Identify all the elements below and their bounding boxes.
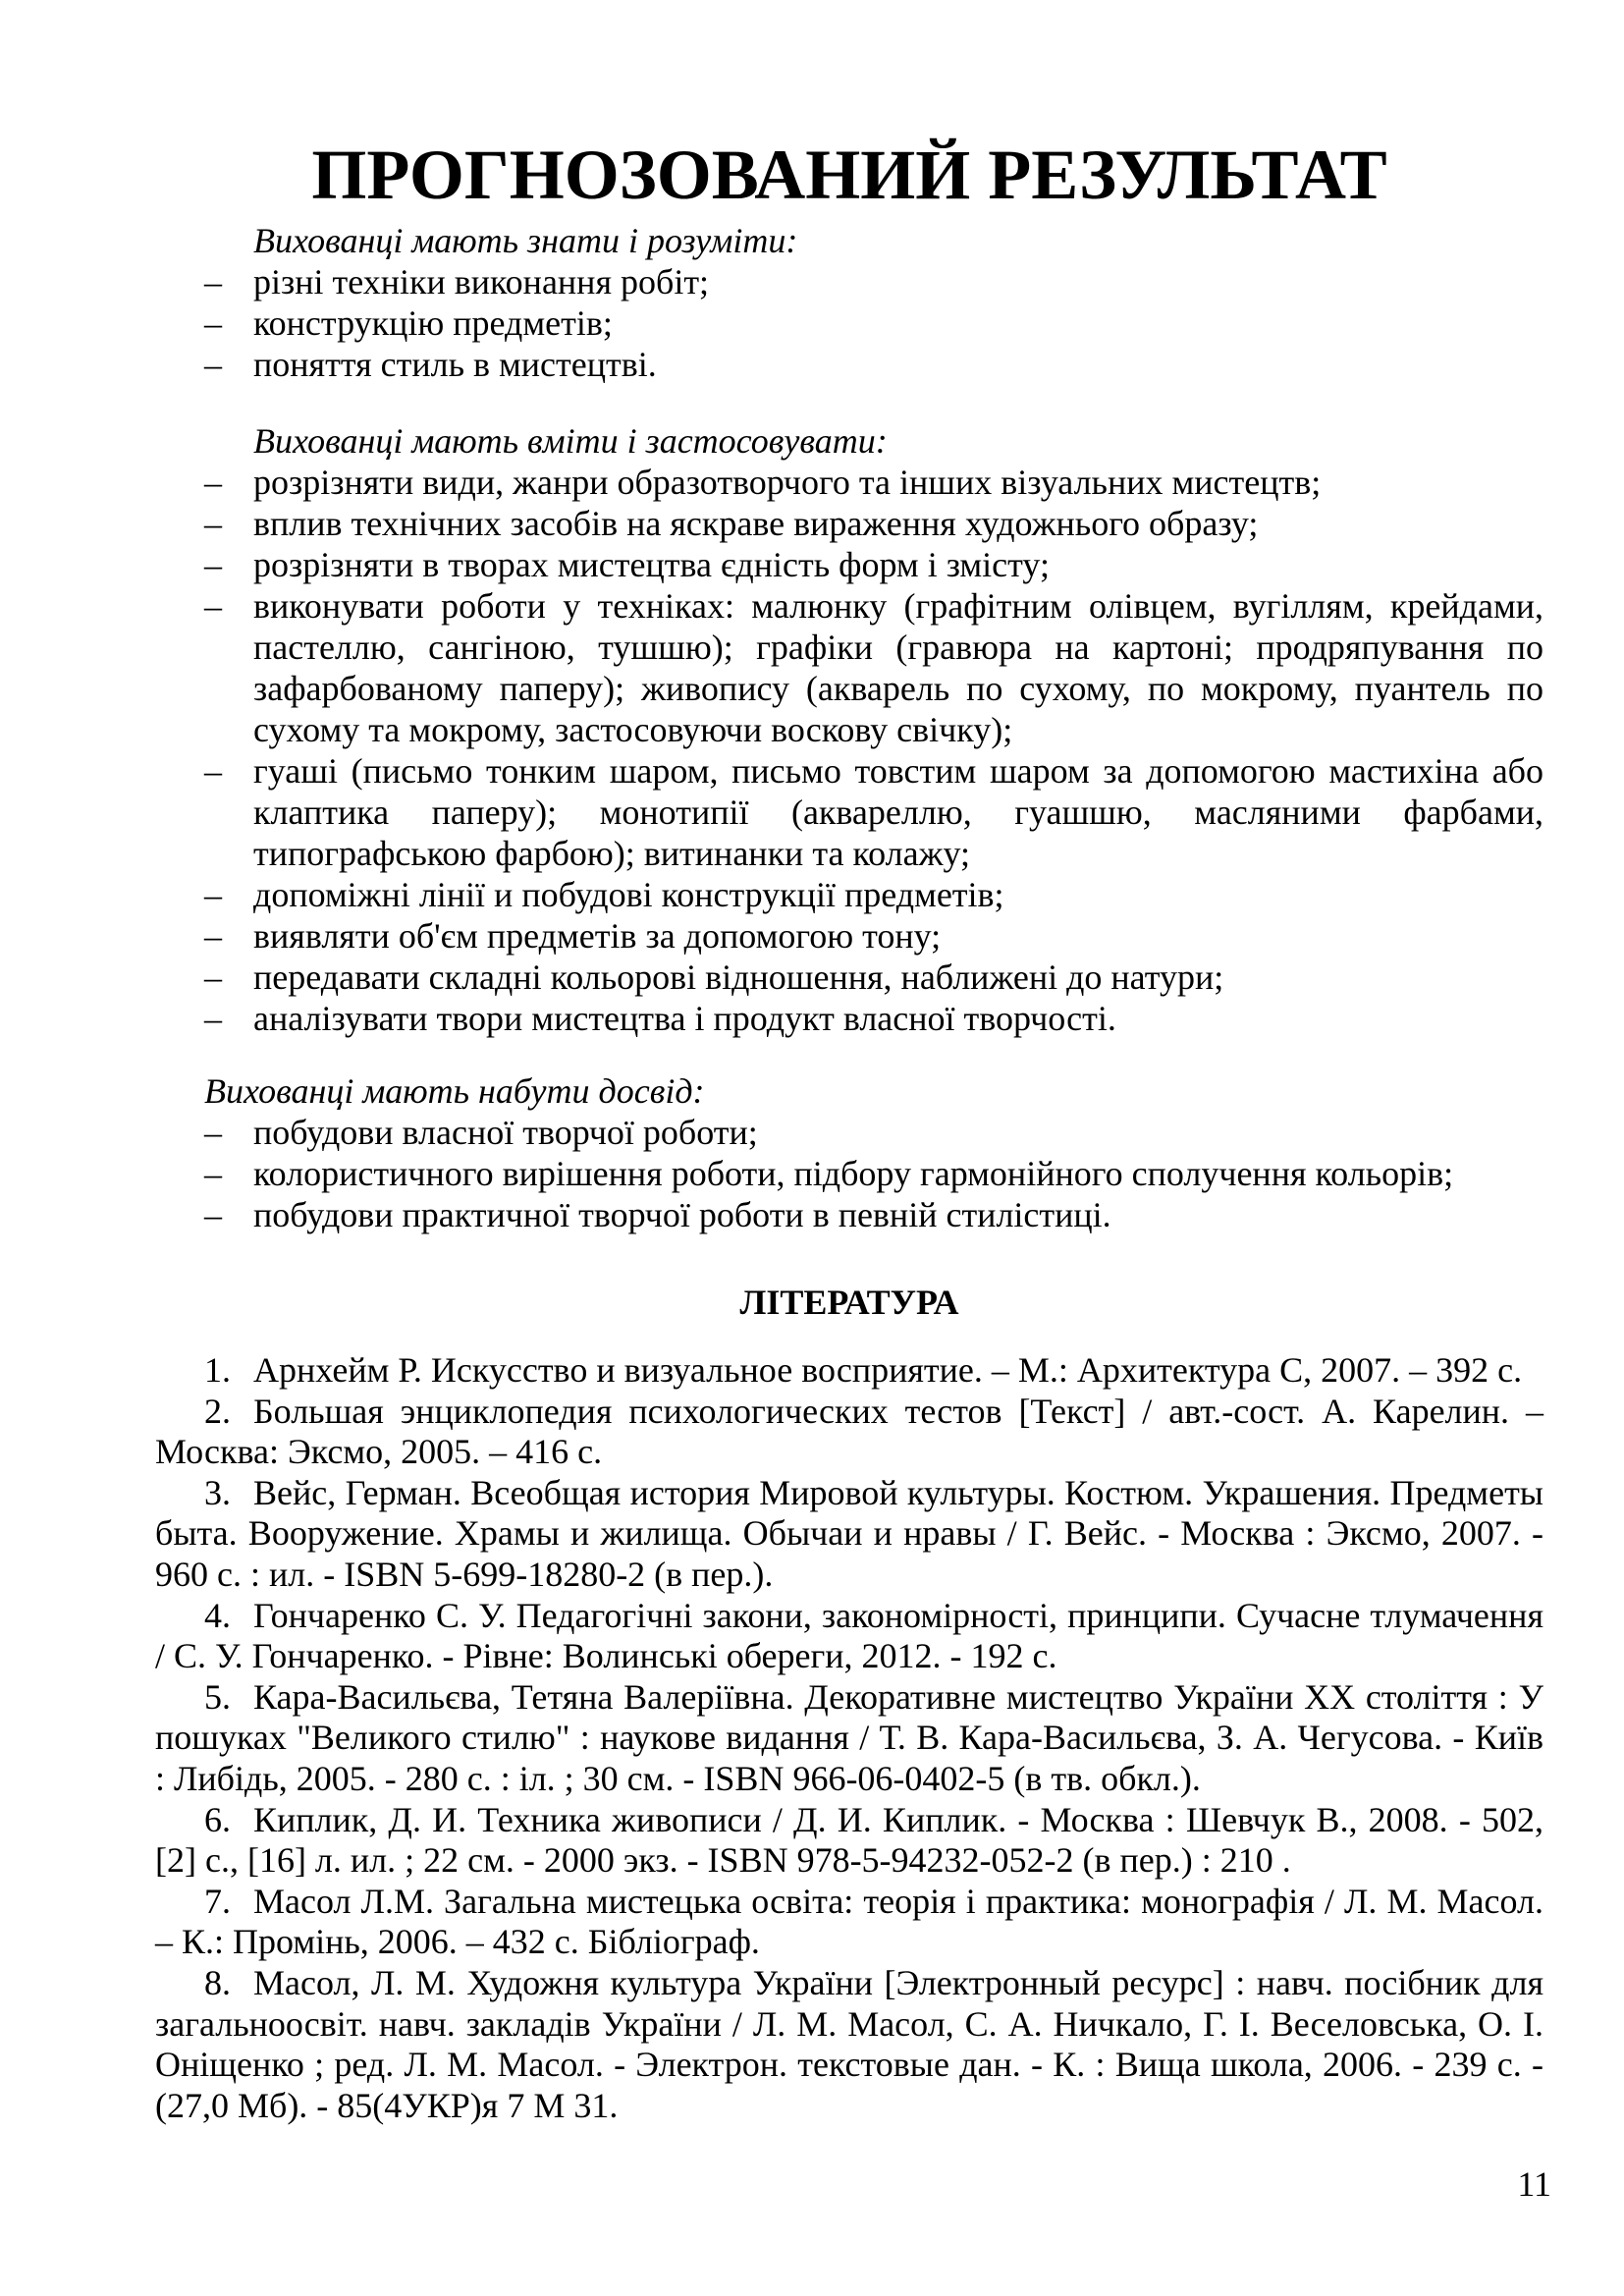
list-item-text: різні техніки виконання робіт; [253,262,710,301]
dash-bullet-icon: – [204,1113,222,1152]
dash-bullet-icon: – [204,504,222,543]
reference-item [155,1350,1543,1392]
dash-bullet-icon: – [204,1195,222,1234]
list-item-text: аналізувати твори мистецтва і продукт власної творчості. [253,999,1116,1038]
dash-bullet-icon: – [204,751,222,791]
section-heading: Вихованці мають знати і розуміти: [253,221,798,260]
reference-item [155,1473,1543,1596]
reference-text: Киплик, Д. И. Техника живописи / Д. И. Киплик. - Москва : Шевчук В., 2008. - 502, [2] с., [16] л. ил. ; 22 см. - 2000 экз. - ISBN 978-5-94232-052-2 (в пер.) : 210 . [155,1799,1543,1881]
reference-number: 5. [204,1676,231,1717]
dash-bullet-icon: – [204,586,222,626]
list-item-text: побудови практичної творчої роботи в певній стилістиці. [253,1195,1111,1234]
section-can-apply [155,420,1543,1039]
reference-number: 2. [204,1391,231,1431]
page-title: ПРОГНОЗОВАНИЙ РЕЗУЛЬТАТ [311,136,1387,214]
dash-bullet-icon: – [204,875,222,914]
list-item [155,957,1543,998]
reference-item [155,1392,1543,1473]
reference-text: Масол, Л. М. Художня культура України [Электронный ресурс] : навч. посібник для загальноосвіт. навч. закладів України / Л. М. Масол, С. А. Ничкало, Г. І. Веселовська, О. І. Оніщенко ; ред. Л. М. Масол. - Электрон. текстовые дан. - К. : Вища школа, 2006. - 239 с. - (27,0 Мб). - 85(4УКР)я 7 М 31. [155,1962,1543,2125]
outcome-list [155,261,1543,385]
reference-text: Гончаренко С. У. Педагогічні закони, закономірності, принципи. Сучасне тлумачення / С. У. Гончаренко. - Рівне: Волинські обереги, 2012. - 192 с. [155,1595,1543,1676]
literature-heading: ЛІТЕРАТУРА [739,1283,959,1322]
reference-number: 6. [204,1799,231,1839]
list-item [155,1194,1543,1235]
section-know-understand [155,220,1543,385]
reference-number: 4. [204,1595,231,1635]
list-item [155,302,1543,344]
reference-text: Масол Л.М. Загальна мистецька освіта: теорія і практика: монографія / Л. М. Масол. – К.: Промінь, 2006. – 432 с. Бібліограф. [155,1881,1543,1962]
dash-bullet-icon: – [204,262,222,301]
list-item [155,915,1543,957]
reference-number: 1. [204,1350,231,1390]
list-item-text: розрізняти види, жанри образотворчого та інших візуальних мистецтв; [253,463,1322,502]
list-item [155,750,1543,874]
list-item [155,1112,1543,1153]
section-heading: Вихованці мають набути досвід: [204,1071,705,1111]
outcome-list [155,462,1543,1039]
list-item-text: розрізняти в творах мистецтва єдність форм і змісту; [253,545,1050,584]
section-gain-experience [155,1070,1543,1235]
list-item [155,503,1543,544]
list-item-text: гуаші (письмо тонким шаром, письмо товстим шаром за допомогою мастихіна або клаптика паперу); монотипії (аквареллю, гуашшю, масляними фарбами, типографською фарбою); витинанки та колажу; [253,751,1543,873]
list-item [155,874,1543,915]
list-item-text: виконувати роботи у техніках: малюнку (графітним олівцем, вугіллям, крейдами, пастеллю, сангіною, тушшю); графіки (гравюра на картоні; продряпування по зафарбованому паперу); живопису (акварель по сухому, по мокрому, пуантель по сухому та мокрому, застосовуючи воскову свічку); [253,586,1543,749]
list-item [155,261,1543,302]
list-item-text: передавати складні кольорові відношення, наближені до натури; [253,957,1224,997]
reference-text: Кара-Васильєва, Тетяна Валеріївна. Декоративне мистецтво України XX століття : У пошуках "Великого стилю" : наукове видання / Т. В. Кара-Васильєва, З. А. Чегусова. - Київ : Либідь, 2005. - 280 с. : іл. ; 30 см. - ISBN 966-06-0402-5 (в тв. обкл.). [155,1676,1543,1798]
reference-number: 8. [204,1962,231,2002]
list-item [155,344,1543,385]
reference-number: 7. [204,1881,231,1921]
list-item [155,462,1543,503]
page-number: 11 [1517,2164,1551,2204]
list-item-text: допоміжні лінії и побудові конструкції предметів; [253,875,1004,914]
dash-bullet-icon: – [204,999,222,1038]
list-item-text: виявляти об'єм предметів за допомогою тону; [253,916,942,956]
reference-text: Арнхейм Р. Искусство и визуальное восприятие. – М.: Архитектура С, 2007. – 392 с. [253,1350,1523,1390]
reference-item [155,1800,1543,1882]
reference-item [155,1963,1543,2126]
list-item-text: вплив технічних засобів на яскраве вираження художнього образу; [253,504,1259,543]
list-item-text: побудови власної творчої роботи; [253,1113,758,1152]
list-item-text: поняття стиль в мистецтві. [253,345,657,384]
reference-item [155,1596,1543,1677]
reference-text: Вейс, Герман. Всеобщая история Мировой культуры. Костюм. Украшения. Предметы быта. Вооружение. Храмы и жилища. Обычаи и нравы / Г. Вейс. - Москва : Эксмо, 2007. - 960 с. : ил. - ISBN 5-699-18280-2 (в пер.). [155,1472,1543,1594]
dash-bullet-icon: – [204,957,222,997]
section-heading: Вихованці мають вміти і застосовувати: [253,421,888,461]
reference-item [155,1677,1543,1800]
dash-bullet-icon: – [204,463,222,502]
outcome-list [155,1112,1543,1235]
list-item-text: колористичного вирішення роботи, підбору гармонійного сполучення кольорів; [253,1154,1454,1193]
dash-bullet-icon: – [204,345,222,384]
list-item [155,585,1543,750]
reference-text: Большая энциклопедия психологических тестов [Текст] / авт.-сост. А. Карелин. – Москва: Эксмо, 2005. – 416 с. [155,1391,1543,1472]
dash-bullet-icon: – [204,916,222,956]
dash-bullet-icon: – [204,545,222,584]
reference-list [155,1350,1543,2126]
dash-bullet-icon: – [204,1154,222,1193]
reference-number: 3. [204,1472,231,1512]
literature-section [155,1350,1543,2126]
list-item [155,544,1543,585]
list-item [155,1153,1543,1194]
dash-bullet-icon: – [204,303,222,343]
list-item-text: конструкцію предметів; [253,303,613,343]
reference-item [155,1882,1543,1963]
list-item [155,998,1543,1039]
